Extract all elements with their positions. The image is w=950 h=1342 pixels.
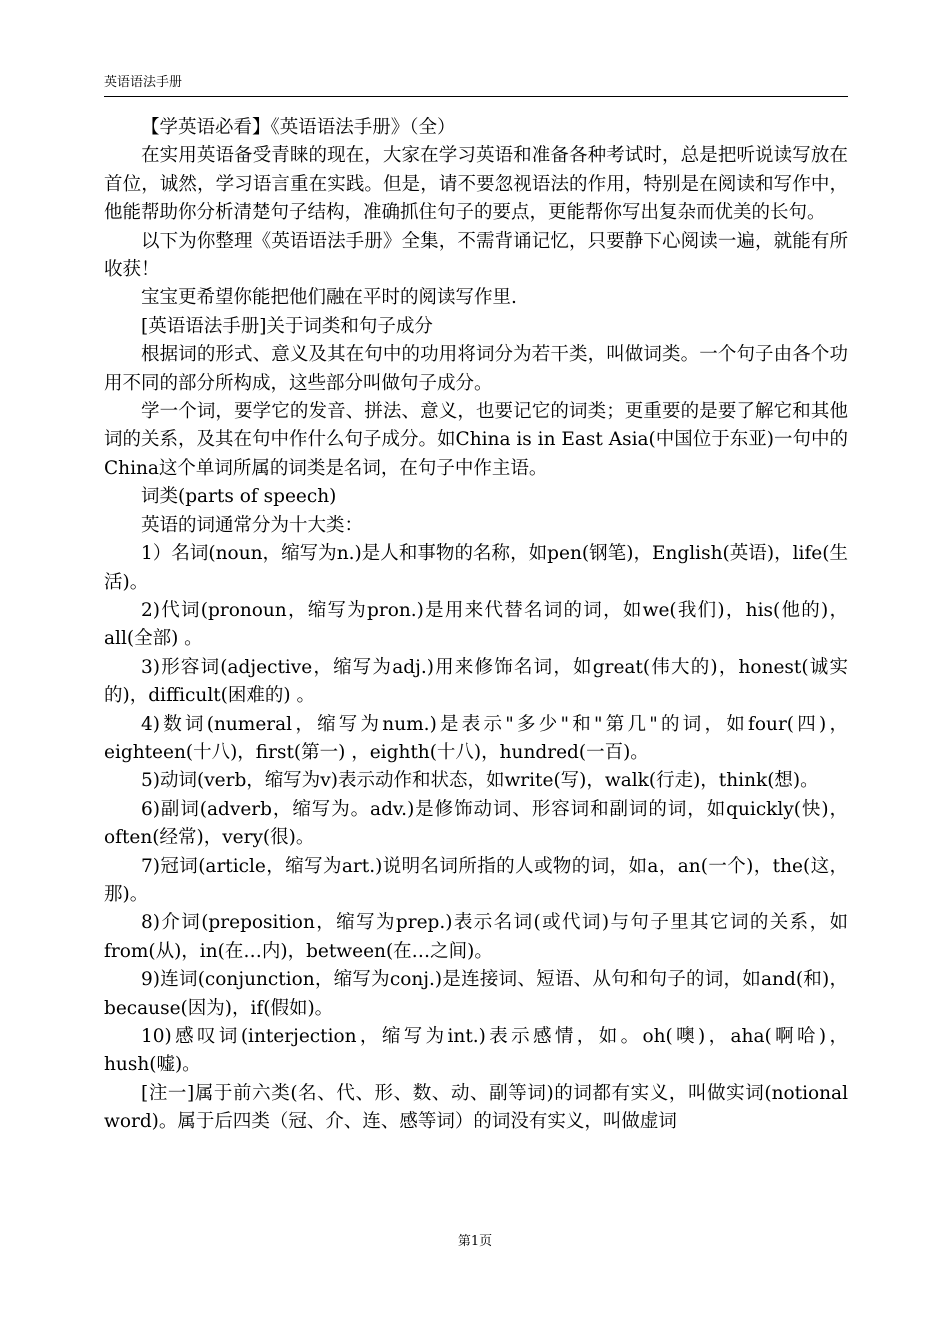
list-item: 8)介词(preposition，缩写为prep.)表示名词(或代词)与句子里其它词的关系，如from(从)，in(在…内)，between(在…之间)。 [104,912,848,962]
page-header [104,74,848,97]
document-body [104,114,848,1137]
list-item: 5)动词(verb，缩写为v)表示动作和状态，如write(写)，walk(行走)，think(想)。 [141,770,819,792]
list-item: 9)连词(conjunction，缩写为conj.)是连接词、短语、从句和句子的词，如and(和)，because(因为)，if(假如)。 [104,969,848,1019]
page-number: 第1页 [457,1234,493,1249]
intro-paragraph: 宝宝更希望你能把他们融在平时的阅读写作里. [141,287,517,309]
body-paragraph: 根据词的形式、意义及其在句中的功用将词分为若干类，叫做词类。一个句子由各个功用不同的部分所构成，这些部分叫做句子成分。 [104,344,848,394]
list-item: 7)冠词(article，缩写为art.)说明名词所指的人或物的词，如a，an(一个)，the(这，那)。 [104,855,848,905]
body-paragraph: 英语的词通常分为十大类： [141,514,364,536]
subsection-heading: 词类(parts of speech) [141,486,337,508]
list-item: 6)副词(adverb，缩写为。adv.)是修饰动词、形容词和副词的词，如quickly(快)，often(经常)，very(很)。 [104,798,848,849]
doc-title: 【学英语必看】《英语语法手册》（全） [141,117,456,138]
page-footer [0,1233,950,1251]
list-item: 4)数词(numeral，缩写为num.)是表示"多少"和"第几"的词，如four(四)，eighteen(十八)，first(第一) ，eighth(十八)，hundred(一百)。 [104,713,848,763]
intro-paragraph: 以下为你整理《英语语法手册》全集，不需背诵记忆，只要静下心阅读一遍，就能有所收获！ [104,230,848,281]
intro-paragraph: 在实用英语备受青睐的现在，大家在学习英语和准备各种考试时，总是把听说读写放在首位，诚然，学习语言重在实践。但是，请不要忽视语法的作用，特别是在阅读和写作中，他能帮助你分析清楚句子结构，准确抓住句子的要点，更能帮你写出复杂而优美的长句。 [104,145,848,224]
list-item: 3)形容词(adjective，缩写为adj.)用来修饰名词，如great(伟大的)，honest(诚实的)，difficult(困难的) 。 [104,656,848,707]
body-paragraph: 学一个词，要学它的发音、拼法、意义，也要记它的词类；更重要的是要了解它和其他词的关系，及其在句中作什么句子成分。如China is in East Asia(中国位于东亚)一句中的China这个单词所属的词类是名词，在句子中作主语。 [104,401,848,479]
section-heading: [英语语法手册]关于词类和句子成分 [141,315,433,337]
list-item: 10)感叹词(interjection，缩写为int.)表示感情，如。oh(噢)，aha(啊哈)，hush(嘘)。 [104,1026,848,1076]
header-title: 英语语法手册 [104,75,183,90]
note-paragraph: [注一]属于前六类(名、代、形、数、动、副等词)的词都有实义，叫做实词(notional word)。属于后四类（冠、介、连、感等词）的词没有实义，叫做虚词 [104,1082,848,1133]
list-item: 1）名词(noun，缩写为n.)是人和事物的名称，如pen(钢笔)，English(英语)，life(生活)。 [104,543,848,593]
list-item: 2)代词(pronoun，缩写为pron.)是用来代替名词的词，如we(我们)，his(他的)，all(全部) 。 [104,599,848,650]
